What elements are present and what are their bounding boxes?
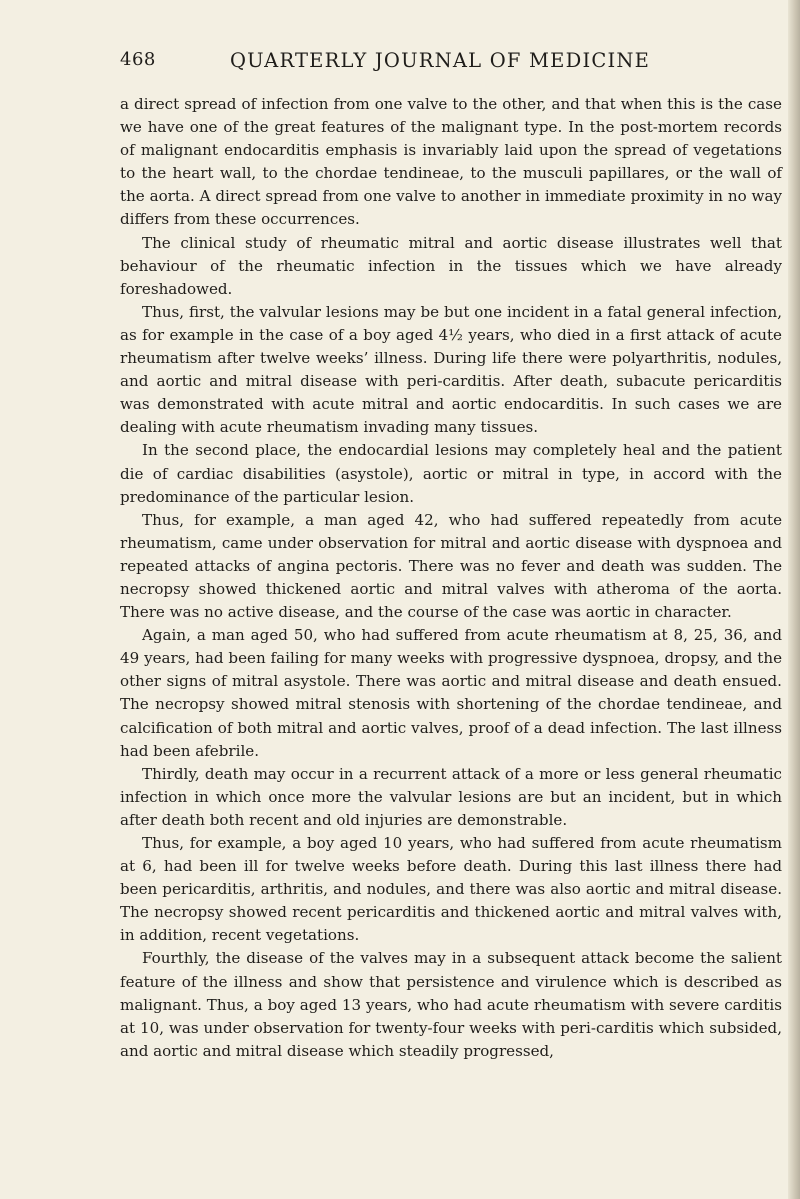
page-edge-shadow (788, 0, 800, 1199)
paragraph: Thirdly, death may occur in a recurrent attack of a more or less general rheumatic infection in which once more the valvular lesions are but an incident, but in which after death both recent and old injuries are demonstrable. (120, 764, 782, 829)
paragraph: The clinical study of rheumatic mitral and aortic disease illustrates well that behaviour of the rheumatic infection in the tissues which we have already foreshadowed. (120, 233, 782, 298)
paragraph: Thus, for example, a boy aged 10 years, who had suffered from acute rheumatism at 6, had been ill for twelve weeks before death. During this last illness there had been pericarditis, arthritis, and nodules, and there was also aortic and mitral disease. The necropsy showed recent pericarditis and thickened aortic and mitral valves with, in addition, recent vegetations. (120, 834, 782, 945)
paragraph: a direct spread of infection from one valve to the other, and that when this is the case we have one of the great features of the malignant type. In the post-mortem records of malignant endocarditis emphasis is invariably laid upon the spread of vegetations to the heart wall, to the chordae tendineae, to the musculi papillares, or the wall of the aorta. A direct spread from one valve to another in immediate proximity in no way differs from these occurrences. (120, 95, 782, 229)
paragraph: Thus, first, the valvular lesions may be but one incident in a fatal general infection, as for example in the case of a boy aged 4½ years, who died in a first attack of acute rheumatism after twelve weeks’ illness. During life there were polyarthritis, nodules, and aortic and mitral disease with peri-carditis. After death, subacute pericarditis was demonstrated with acute mitral and aortic endocarditis. In such cases we are dealing with acute rheumatism invading many tissues. (120, 302, 782, 437)
running-head (120, 49, 730, 75)
paragraph: Again, a man aged 50, who had suffered from acute rheumatism at 8, 25, 36, and 49 years, had been failing for many weeks with progressive dyspnoea, dropsy, and the other signs of mitral asystole. There was aortic and mitral disease and death ensued. The necropsy showed mitral stenosis with shortening of the chordae tendineae, and calcification of both mitral and aortic valves, proof of a dead infection. The last illness had been afebrile. (120, 626, 782, 760)
article-body (120, 93, 782, 1063)
paragraph: In the second place, the endocardial lesions may completely heal and the patient die of cardiac disabilities (asystole), aortic or mitral in type, in accord with the predominance of the particular lesion. (120, 441, 782, 506)
paragraph: Thus, for example, a man aged 42, who had suffered repeatedly from acute rheumatism, came under observation for mitral and aortic disease with dyspnoea and repeated attacks of angina pectoris. There was no fever and death was sudden. The necropsy showed thickened aortic and mitral valves with atheroma of the aorta. There was no active disease, and the course of the case was aortic in character. (120, 510, 782, 622)
journal-title: QUARTERLY JOURNAL OF MEDICINE (229, 49, 651, 72)
paragraph: Fourthly, the disease of the valves may in a subsequent attack become the salient feature of the illness and show that persistence and virulence which is described as malignant. Thus, a boy aged 13 years, who had acute rheumatism with severe carditis at 10, was under observation for twenty-four weeks with peri-carditis which subsided, and aortic and mitral disease which steadily progressed, (120, 949, 782, 1060)
page-number: 468 (120, 49, 156, 70)
